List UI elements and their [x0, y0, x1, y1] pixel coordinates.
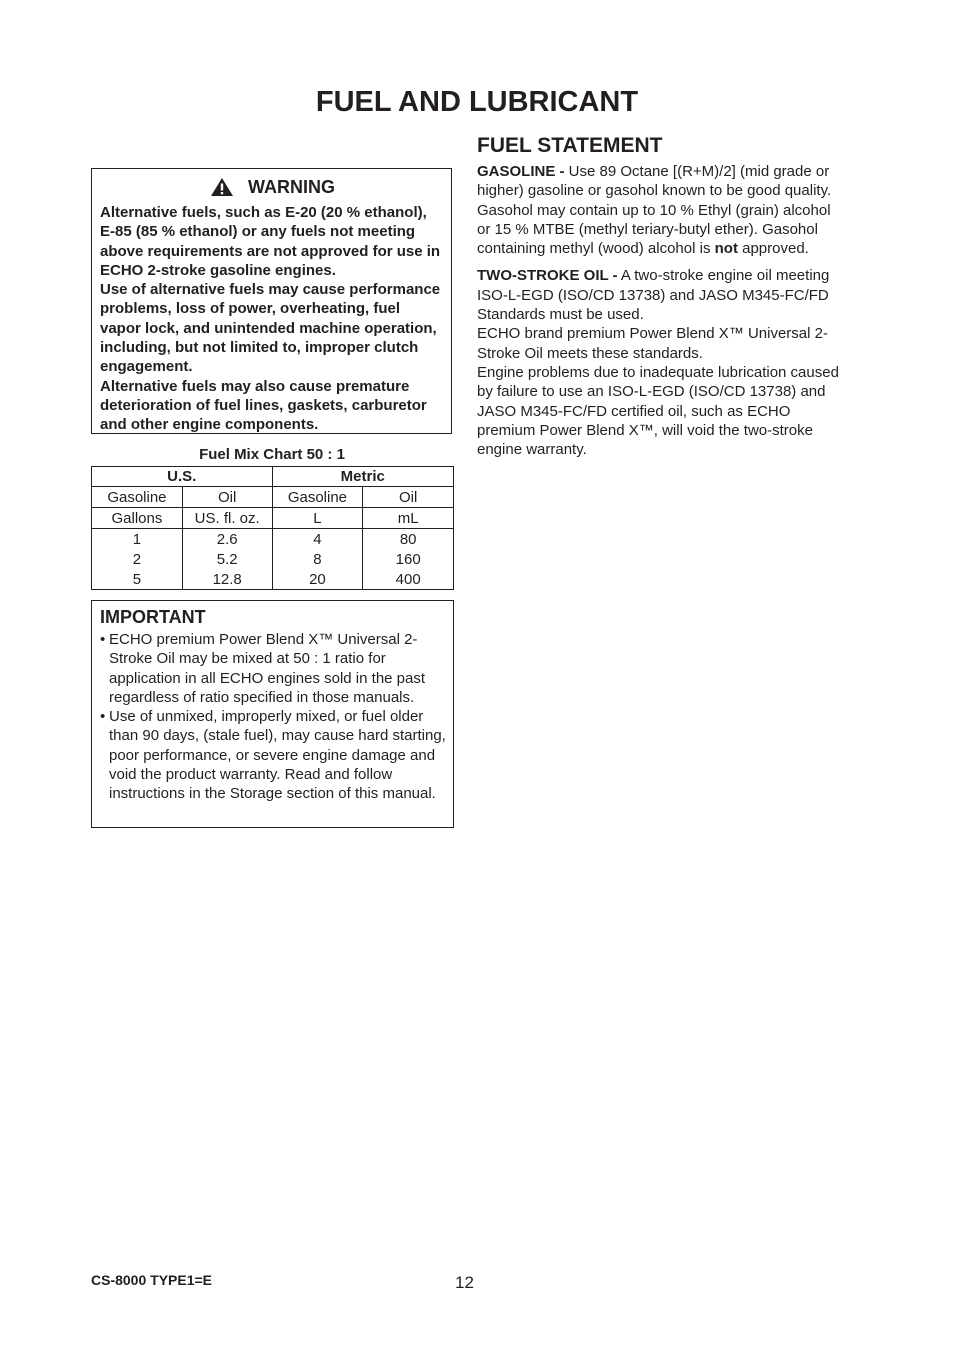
fuel-mix-table	[91, 466, 454, 590]
page-number: 12	[455, 1273, 474, 1292]
table-cell: 160	[363, 549, 454, 569]
important-box	[91, 600, 454, 828]
group-header-us: U.S.	[92, 467, 273, 487]
table-cell: 2.6	[182, 529, 272, 550]
important-list	[100, 630, 447, 804]
two-stroke-oil-paragraph	[477, 266, 841, 324]
table-cell: 400	[363, 569, 454, 590]
table-cell: 2	[92, 549, 183, 569]
fuel-statement-body	[477, 162, 841, 459]
warning-heading: WARNING	[248, 176, 335, 197]
gasoline-text: Use 89 Octane [(R+M)/2] (mid grade or higher) gasoline or gasohol known to be good quality.	[477, 163, 832, 200]
list-item	[100, 630, 447, 707]
important-heading: IMPORTANT	[100, 607, 206, 627]
table-cell: 12.8	[182, 569, 272, 590]
warning-box	[91, 168, 452, 434]
table-cell: 8	[272, 549, 363, 569]
warning-triangle-icon	[210, 177, 234, 197]
column-header: Oil	[182, 487, 272, 508]
list-item-text: Use of unmixed, improperly mixed, or fuel older than 90 days, (stale fuel), may cause hard starting, poor performance, or severe engine damage and void the product warranty. Read and follow instructions in the Storage section of this manual.	[109, 708, 446, 803]
bullet: •	[100, 708, 106, 726]
table-cell: 4	[272, 529, 363, 550]
table-units-row	[92, 508, 454, 529]
engine-problems-paragraph: Engine problems due to inadequate lubrication caused by failure to use an ISO-L-EGD (ISO/CD 13738) and JASO M345-FC/FD certified oil, such as ECHO premium Power Blend X™, will void the two-stroke engine warranty.	[477, 363, 839, 459]
bullet: •	[100, 631, 106, 648]
gasoline-label: GASOLINE -	[477, 163, 565, 180]
list-item	[100, 707, 447, 803]
fuel-mix-chart-caption: Fuel Mix Chart 50 : 1	[199, 446, 345, 463]
group-header-metric: Metric	[272, 467, 454, 487]
table-column-header-row	[92, 487, 454, 508]
table-cell: 1	[92, 529, 183, 550]
footer-model: CS-8000 TYPE1=E	[91, 1272, 213, 1288]
warning-heading-row	[100, 173, 445, 201]
table-cell: 80	[363, 529, 454, 550]
gasohol-not: not	[714, 240, 738, 258]
unit-cell: L	[272, 508, 363, 529]
page-title: FUEL AND LUBRICANT	[315, 86, 639, 118]
gasohol-paragraph	[477, 201, 841, 259]
table-row	[92, 549, 454, 569]
fuel-statement-heading: FUEL STATEMENT	[477, 134, 663, 157]
table-cell: 20	[272, 569, 363, 590]
column-header: Gasoline	[92, 487, 183, 508]
gasohol-end: approved.	[737, 240, 809, 258]
table-group-header-row	[92, 467, 454, 487]
warning-paragraph: Alternative fuels may also cause premature deterioration of fuel lines, gaskets, carburetor and other engine components.	[100, 377, 427, 434]
column-header: Oil	[363, 487, 454, 508]
warning-paragraph: Alternative fuels, such as E-20 (20 % ethanol), E-85 (85 % ethanol) or any fuels not meeting above requirements are not approved for use in ECHO 2-stroke gasoline engines.	[100, 204, 441, 279]
column-header: Gasoline	[272, 487, 363, 508]
gasoline-paragraph	[477, 162, 841, 201]
two-stroke-oil-label: TWO-STROKE OIL -	[477, 267, 618, 285]
table-row	[92, 529, 454, 550]
table-row	[92, 569, 454, 590]
warning-body	[100, 203, 445, 435]
gasohol-text: Gasohol may contain up to 10 % Ethyl (grain) alcohol or 15 % MTBE (methyl teriary-butyl ether). Gasohol containing methyl (wood) alcohol is	[477, 201, 831, 258]
unit-cell: US. fl. oz.	[182, 508, 272, 529]
two-stroke-oil-text: A two-stroke engine oil meeting ISO-L-EGD (ISO/CD 13738) and JASO M345-FC/FD Standards must be used.	[477, 267, 830, 324]
warning-paragraph: Use of alternative fuels may cause performance problems, loss of power, overheating, fuel vapor lock, and unintended machine operation, including, but not limited to, improper clutch engagement.	[100, 281, 441, 376]
table-cell: 5	[92, 569, 183, 590]
echo-oil-paragraph: ECHO brand premium Power Blend X™ Universal 2-Stroke Oil meets these standards.	[477, 325, 828, 362]
unit-cell: mL	[363, 508, 454, 529]
unit-cell: Gallons	[92, 508, 183, 529]
list-item-text: ECHO premium Power Blend X™ Universal 2-Stroke Oil may be mixed at 50 : 1 ratio for application in all ECHO engines sold in the past regardless of ratio specified in those manuals.	[109, 631, 426, 706]
table-cell: 5.2	[182, 549, 272, 569]
